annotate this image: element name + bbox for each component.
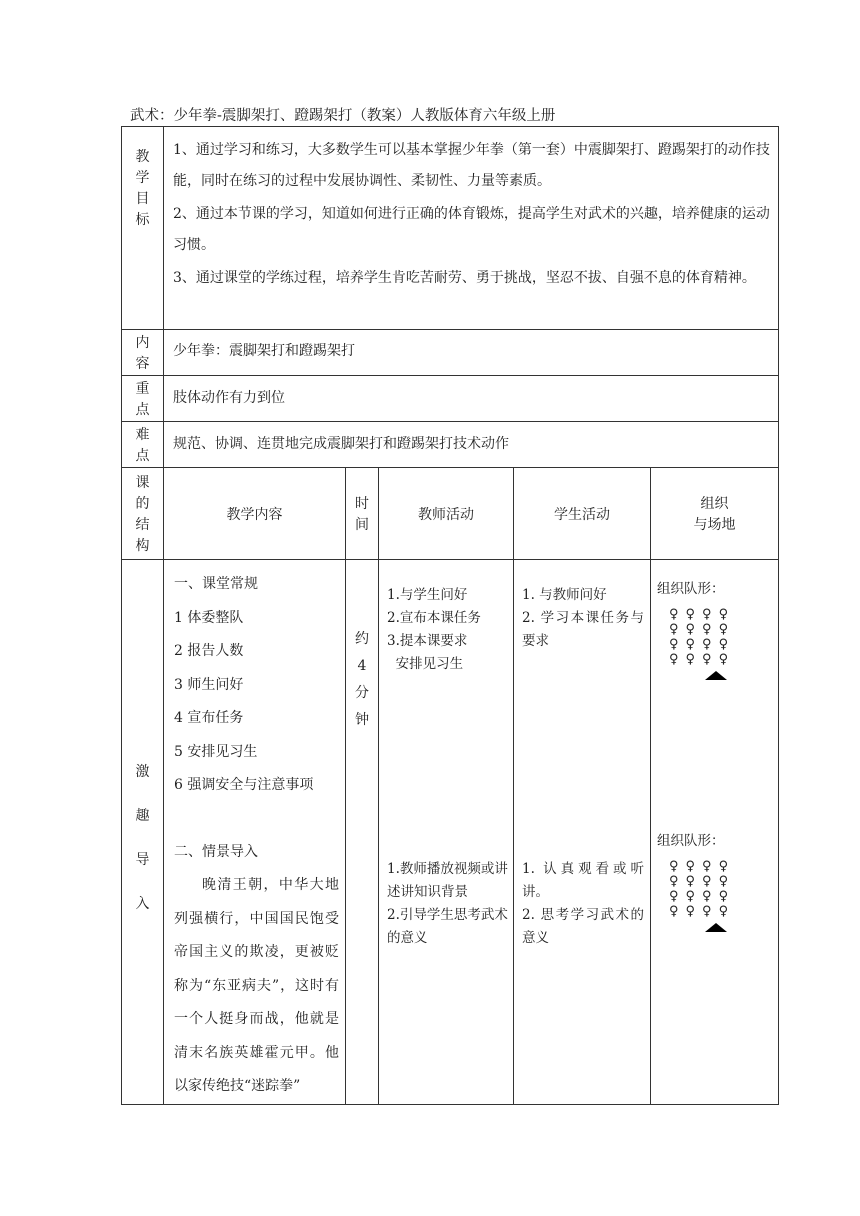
content-row bbox=[122, 330, 779, 376]
objective-3: 3、通过课堂的学练过程，培养学生肯吃苦耐劳、勇于挑战，坚忍不拔、自强不息的体育精神。 bbox=[173, 270, 756, 286]
part1-heading: 一、课堂常规 bbox=[174, 576, 258, 592]
objective-2: 2、通过本节课的学习，知道如何进行正确的体育锻炼，提高学生对武术的兴趣，培养健康的运动习惯。 bbox=[173, 206, 770, 253]
formation-row: ♀♀♀♀ bbox=[669, 874, 736, 889]
formation-row: ♀♀♀♀ bbox=[669, 637, 736, 652]
warmup-content bbox=[164, 560, 346, 1105]
header-time: 时 间 bbox=[346, 468, 379, 560]
content-label: 内 容 bbox=[122, 330, 164, 376]
content-text: 少年拳：震脚架打和蹬踢架打 bbox=[164, 330, 779, 376]
objectives-row bbox=[122, 127, 779, 330]
warmup-time: 约 4 分 钟 bbox=[346, 560, 379, 1105]
teacher-triangle-icon bbox=[705, 923, 727, 932]
warmup-row bbox=[122, 560, 779, 1105]
part2-text: 晚清王朝，中华大地列强横行，中国国民饱受帝国主义的欺凌，更被贬称为“东亚病夫”，这时有一个人挺身而战，他就是清末名族英雄霍元甲。他以家传绝技“迷踪拳” bbox=[174, 877, 339, 1094]
formation-diagram-2 bbox=[657, 859, 774, 932]
structure-header-row bbox=[122, 468, 779, 560]
routine-item: 1 体委整队 bbox=[174, 609, 244, 626]
header-organization: 组织 与场地 bbox=[651, 468, 779, 560]
routine-item: 4 宣布任务 bbox=[174, 710, 244, 726]
objectives-text bbox=[164, 127, 779, 330]
org-label-1: 组织队形： bbox=[657, 581, 725, 597]
difficulty-text: 规范、协调、连贯地完成震脚架打和蹬踢架打技术动作 bbox=[164, 422, 779, 468]
header-student-activity: 学生活动 bbox=[514, 468, 651, 560]
key-label: 重 点 bbox=[122, 376, 164, 422]
warmup-label: 激 趣 导 入 bbox=[122, 560, 164, 1105]
formation-row: ♀♀♀♀ bbox=[669, 622, 736, 637]
formation-row: ♀♀♀♀ bbox=[669, 889, 736, 904]
structure-label: 课 的 结 构 bbox=[122, 468, 164, 560]
header-teaching-content: 教学内容 bbox=[164, 468, 346, 560]
objectives-label: 教 学 目 标 bbox=[122, 127, 164, 330]
warmup-organization bbox=[651, 560, 779, 1105]
difficulty-label: 难 点 bbox=[122, 422, 164, 468]
lesson-plan-table bbox=[121, 126, 779, 1105]
formation-row: ♀♀♀♀ bbox=[669, 859, 736, 874]
difficulty-row bbox=[122, 422, 779, 468]
warmup-student: 1. 与教师问好 2. 学习本课任务与要求 1. 认真观看或听讲。 2. 思考学习武术的意义 bbox=[514, 560, 651, 1105]
formation-row: ♀♀♀♀ bbox=[669, 652, 736, 667]
formation-row: ♀♀♀♀ bbox=[669, 904, 736, 919]
routine-item: 6 强调安全与注意事项 bbox=[174, 777, 314, 793]
routine-item: 3 师生问好 bbox=[174, 676, 244, 693]
header-teacher-activity: 教师活动 bbox=[379, 468, 514, 560]
teacher-triangle-icon bbox=[705, 671, 727, 680]
routine-item: 2 报告人数 bbox=[174, 643, 244, 659]
objective-1: 1、通过学习和练习，大多数学生可以基本掌握少年拳（第一套）中震脚架打、蹬踢架打的动作技能，同时在练习的过程中发展协调性、柔韧性、力量等素质。 bbox=[173, 142, 770, 189]
org-label-2: 组织队形： bbox=[657, 833, 725, 849]
key-text: 肢体动作有力到位 bbox=[164, 376, 779, 422]
warmup-teacher: 1.与学生问好 2.宣布本课任务 3.提本课要求 安排见习生 1.教师播放视频或讲述讲知识背景 2.引导学生思考武术的意义 bbox=[379, 560, 514, 1105]
formation-row: ♀♀♀♀ bbox=[669, 607, 736, 622]
part2-heading: 二、情景导入 bbox=[174, 843, 258, 860]
formation-diagram-1 bbox=[657, 607, 774, 680]
key-row bbox=[122, 376, 779, 422]
routine-item: 5 安排见习生 bbox=[174, 743, 258, 760]
document-title: 武术：少年拳-震脚架打、蹬踢架打（教案）人教版体育六年级上册 bbox=[130, 108, 556, 124]
